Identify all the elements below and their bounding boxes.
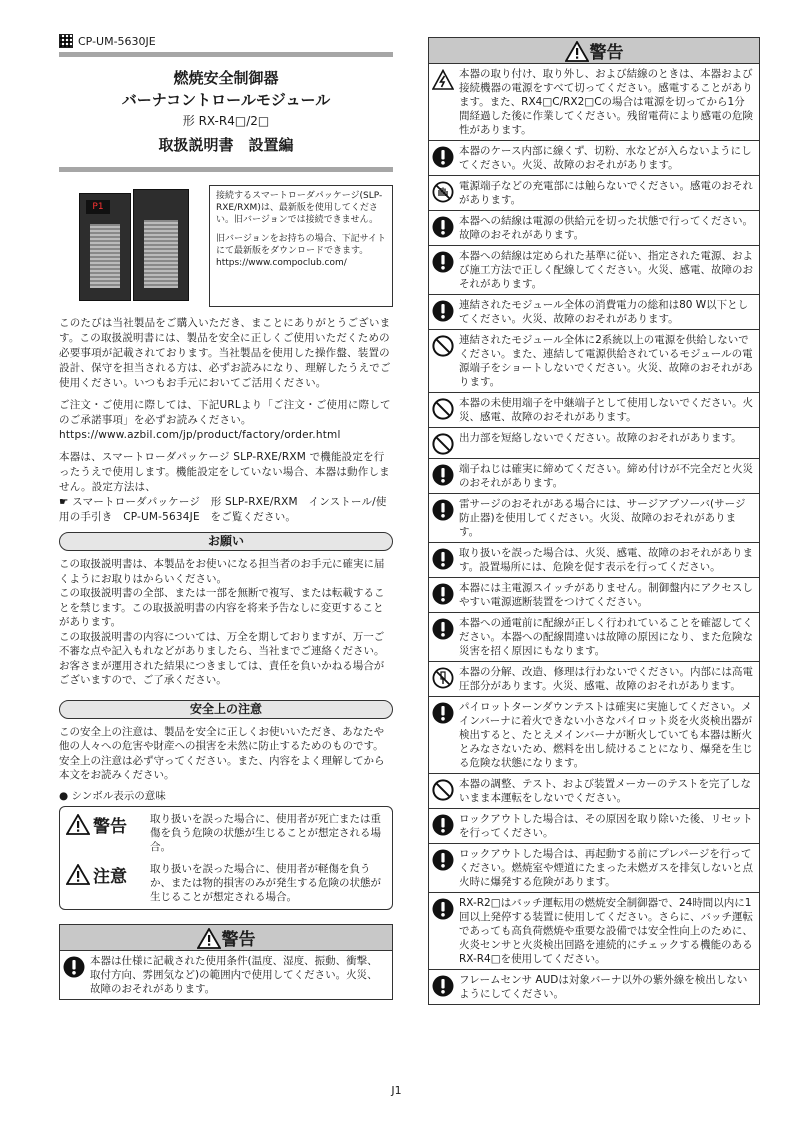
- warning-item: [429, 246, 759, 295]
- title-block: [59, 67, 393, 157]
- warning-item-text: 電源端子などの充電部には触らないでください。感電のおそれがあります。: [459, 180, 753, 206]
- prohibited-icon: [432, 398, 454, 420]
- title-line1: 燃焼安全制御器: [173, 69, 279, 87]
- warning-item: [429, 543, 759, 578]
- warning-item-text: 連結されたモジュール全体の消費電力の総和は80 W以下としてください。火災、故障のおそれがあります。: [459, 299, 749, 325]
- mandatory-icon: [432, 898, 454, 920]
- warning-item-text: 本器のケース内部に線くず、切粉、水などが入らないようにしてください。火災、故障のおそれがあります。: [459, 145, 752, 171]
- mandatory-icon: [432, 300, 454, 322]
- warning-item: [429, 141, 759, 176]
- warning-item-text: 本器の調整、テスト、および装置メーカーのテストを完了しないまま本運転をしないでください。: [459, 778, 752, 804]
- reference-text: スマートローダパッケージ 形 SLP-RXE/RXM インストール/使用の手引き CP-UM-5634JE をご覧ください。: [59, 496, 387, 523]
- mandatory-icon: [432, 146, 454, 168]
- intro-text: [59, 316, 393, 525]
- symbol-title: ● シンボル表示の意味: [59, 789, 166, 802]
- warning-label: 警告: [93, 817, 127, 837]
- prohibited-icon: [432, 779, 454, 801]
- caution-description: 取り扱いを誤った場合に、使用者が軽傷を負うか、または物的損害のみが発生する危険の状態が生じることが想定される場合。: [150, 863, 381, 903]
- safety-text: この安全上の注意は、製品を安全に正しくお使いいただき、あなたや他の人々への危害や財産への損害を未然に防止するためのものです。安全上の注意は必ず守ってください。また、内容をよく理解してから本文をお読みください。: [59, 725, 385, 781]
- module-display: P1: [86, 200, 110, 214]
- model-number: 形 RX-R4□/2□: [182, 114, 270, 128]
- warning-item-text: 本器の未使用端子を中継端子として使用しないでください。火災、感電、故障のおそれがあります。: [459, 397, 753, 423]
- warning-item: [60, 951, 392, 999]
- left-warning-box: [59, 924, 393, 1000]
- left-warning-title: 警告: [221, 930, 256, 950]
- warning-item-text: 端子ねじは確実に締めてください。締め付けが不完全だと火災のおそれがあります。: [459, 463, 753, 489]
- doc-id-text: CP-UM-5630JE: [78, 34, 156, 48]
- warning-item: [429, 578, 759, 613]
- module-panel: [144, 220, 178, 288]
- mandatory-icon: [432, 702, 454, 724]
- pointing-hand-icon: ☛: [59, 496, 69, 508]
- warning-item: [429, 697, 759, 774]
- warning-item: [429, 774, 759, 809]
- warning-triangle-icon: [565, 41, 587, 60]
- request-paragraph: お客さまが運用された結果につきましては、責任を負いかねる場合がございますので、ご了承ください。: [59, 659, 385, 686]
- warning-item-text: 本器は仕様に記載された使用条件(温度、湿度、振動、衝撃、取付方向、雰囲気など)の範囲内で使用してください。火災、故障のおそれがあります。: [90, 955, 378, 995]
- legend-caution: [66, 862, 386, 904]
- warning-item-text: 雷サージのおそれがある場合には、サージアブソーバ(サージ防止器)を使用してください。火災、故障のおそれがあります。: [459, 498, 746, 538]
- warning-item: [429, 428, 759, 459]
- warning-item-text: ロックアウトした場合は、再起動する前にプレパージを行ってください。燃焼室や煙道にたまった未燃ガスを排気しないと点火時に爆発する危険があります。: [459, 848, 753, 888]
- warning-item-text: 出力部を短絡しないでください。故障のおそれがあります。: [459, 432, 742, 444]
- info-url[interactable]: https://www.compoclub.com/: [216, 258, 347, 268]
- request-text: [59, 557, 393, 688]
- manual-title: 取扱説明書 設置編: [158, 136, 294, 154]
- mandatory-icon: [432, 464, 454, 486]
- warning-item: [429, 494, 759, 543]
- warning-item-text: ロックアウトした場合は、その原因を取り除いた後、リセットを行ってください。: [459, 813, 753, 839]
- module-unit: [79, 193, 131, 301]
- warning-item-text: RX-R2□はバッチ運転用の燃焼安全制御器で、24時間以内に1回以上発停する装置に使用してください。さらに、バッチ運転であっても高負荷燃焼や重要な設備では安全性向上のために、火炎センサと火炎検出回路を連続的にチェックする機能のあるRX-R4□を使用してください。: [459, 897, 753, 965]
- page-number: J1: [391, 1084, 402, 1097]
- prohibited-icon: [432, 433, 454, 455]
- warning-item: [429, 662, 759, 697]
- warning-triangle-icon: [66, 814, 90, 835]
- warning-item: [429, 809, 759, 844]
- right-column: [428, 37, 760, 1005]
- intro-paragraph: ご注文・ご使用に際しては、下記URLより「ご注文・ご使用に際してのご承諾事項」を必ずお読みください。: [59, 399, 391, 426]
- mandatory-icon: [432, 618, 454, 640]
- warning-item: [429, 330, 759, 393]
- info-box: [209, 185, 393, 307]
- shock-icon: [432, 69, 454, 91]
- request-paragraph: この取扱説明書の内容については、万全を期しておりますが、万一ご不審な点や記入もれなどがありましたら、当社までご連絡ください。: [59, 630, 385, 657]
- warning-triangle-icon: [197, 928, 219, 947]
- mandatory-icon: [432, 814, 454, 836]
- prohibited-icon: [432, 335, 454, 357]
- warning-item: [429, 176, 759, 211]
- warning-item: [429, 893, 759, 970]
- left-warning-header: [60, 925, 392, 951]
- warning-item: [429, 295, 759, 330]
- warning-item-text: 本器への通電前に配線が正しく行われていることを確認してください。本器への配線間違いは故障の原因になり、また危険な災害を招く原因にもなります。: [459, 617, 753, 657]
- no-touch-icon: [432, 181, 454, 203]
- warning-item: [429, 613, 759, 662]
- info-text: 接続するスマートローダパッケージ(SLP-RXE/RXM)は、最新版を使用してください。旧バージョンでは接続できません。: [216, 191, 383, 225]
- warning-item: [429, 64, 759, 141]
- right-warning-header: [429, 38, 759, 64]
- warning-item-text: 本器への結線は電源の供給元を切った状態で行ってください。故障のおそれがあります。: [459, 215, 753, 241]
- mandatory-icon: [432, 849, 454, 871]
- order-url[interactable]: https://www.azbil.com/jp/product/factory/order.html: [59, 429, 341, 441]
- mandatory-icon: [432, 975, 454, 997]
- qr-code-icon: [59, 34, 73, 48]
- mandatory-icon: [432, 251, 454, 273]
- warning-item: [429, 393, 759, 428]
- intro-paragraph: 本器は、スマートローダパッケージ SLP-RXE/RXM で機能設定を行ったうえで使用します。機能設定をしていない場合、本器は動作しません。設定方法は、: [59, 451, 390, 493]
- module-panel: [90, 224, 120, 288]
- symbol-legend: [59, 806, 393, 910]
- intro-paragraph: このたびは当社製品をご購入いただき、まことにありがとうございます。この取扱説明書には、製品を安全に正しくご使用いただくための必要事項が記載されております。当社製品を使用した操作盤、装置の設計、保守を担当される方は、必ずお読みになり、理解したうえでご使用ください。いつもお手元においてご活用ください。: [59, 317, 391, 389]
- warning-item-text: 本器への結線は定められた基準に従い、指定された電源、および施工方法で正しく配線してください。火災、感電、故障のおそれがあります。: [459, 250, 753, 290]
- warning-item-text: 連結されたモジュール全体に2系統以上の電源を供給しないでください。また、連結して電源供給されているモジュールの電源端子をショートしないでください。火災、故障のおそれがあります。: [459, 334, 753, 388]
- mandatory-icon: [432, 499, 454, 521]
- module-unit: [133, 189, 189, 301]
- warning-item: [429, 844, 759, 893]
- product-row: [59, 185, 393, 307]
- right-warning-box: [428, 37, 760, 1005]
- right-warning-title: 警告: [589, 43, 624, 63]
- warning-item-text: フレームセンサ AUDは対象バーナ以外の紫外線を検出しないようにしてください。: [459, 974, 748, 1000]
- legend-warning: [66, 812, 386, 854]
- safety-heading: 安全上の注意: [59, 700, 393, 719]
- caution-triangle-icon: [66, 864, 90, 885]
- mandatory-icon: [63, 956, 85, 978]
- title-line2: バーナコントロールモジュール: [121, 91, 331, 109]
- no-disassembly-icon: [432, 667, 454, 689]
- request-heading: お願い: [59, 532, 393, 551]
- header-rule: [59, 52, 393, 57]
- warning-item-text: 本器の分解、改造、修理は行わないでください。内部には高電圧部分があります。火災、感電、故障のおそれがあります。: [459, 666, 753, 692]
- mandatory-icon: [432, 548, 454, 570]
- info-text: 旧バージョンをお持ちの場合、下記サイトにて最新版をダウンロードできます。: [216, 234, 387, 256]
- mandatory-icon: [432, 583, 454, 605]
- doc-id: [59, 34, 393, 48]
- warning-item-text: 取り扱いを誤った場合は、火災、感電、故障のおそれがあります。設置場所には、危険を促す表示を行ってください。: [459, 547, 753, 573]
- request-paragraph: この取扱説明書は、本製品をお使いになる担当者のお手元に確実に届くようにお取りはからいください。: [59, 558, 385, 585]
- request-paragraph: この取扱説明書の全部、または一部を無断で複写、または転載することを禁じます。この取扱説明書の内容を将来予告なしに変更することがあります。: [59, 587, 385, 628]
- warning-item-text: パイロットターンダウンテストは確実に実施してください。メインバーナに着火できない小さなパイロット炎を火炎検出器が検出すると、たとえメインバーナが断火していても本器は断火とみなさないため、燃料を出し続けることになり、爆発を生じる危険な状態になります。: [459, 701, 753, 769]
- warning-item-text: 本器の取り付け、取り外し、および結線のときは、本器および接続機器の電源をすべて切ってください。感電することがあります。また、RX4□C/RX2□Cの場合は電源を切ってから1分間経過した後に作業してください。残留電荷により感電の危険性があります。: [459, 68, 753, 136]
- left-column: [59, 34, 393, 1000]
- warning-item: [429, 211, 759, 246]
- warning-item: [429, 459, 759, 494]
- warning-description: 取り扱いを誤った場合に、使用者が死亡または重傷を負う危険の状態が生じることが想定される場合。: [150, 813, 381, 853]
- title-rule: [59, 167, 393, 172]
- warning-item: [429, 970, 759, 1004]
- product-photo: [59, 185, 202, 307]
- caution-label: 注意: [93, 867, 127, 887]
- warning-item-text: 本器には主電源スイッチがありません。制御盤内にアクセスしやすい電源遮断装置をつけてください。: [459, 582, 753, 608]
- mandatory-icon: [432, 216, 454, 238]
